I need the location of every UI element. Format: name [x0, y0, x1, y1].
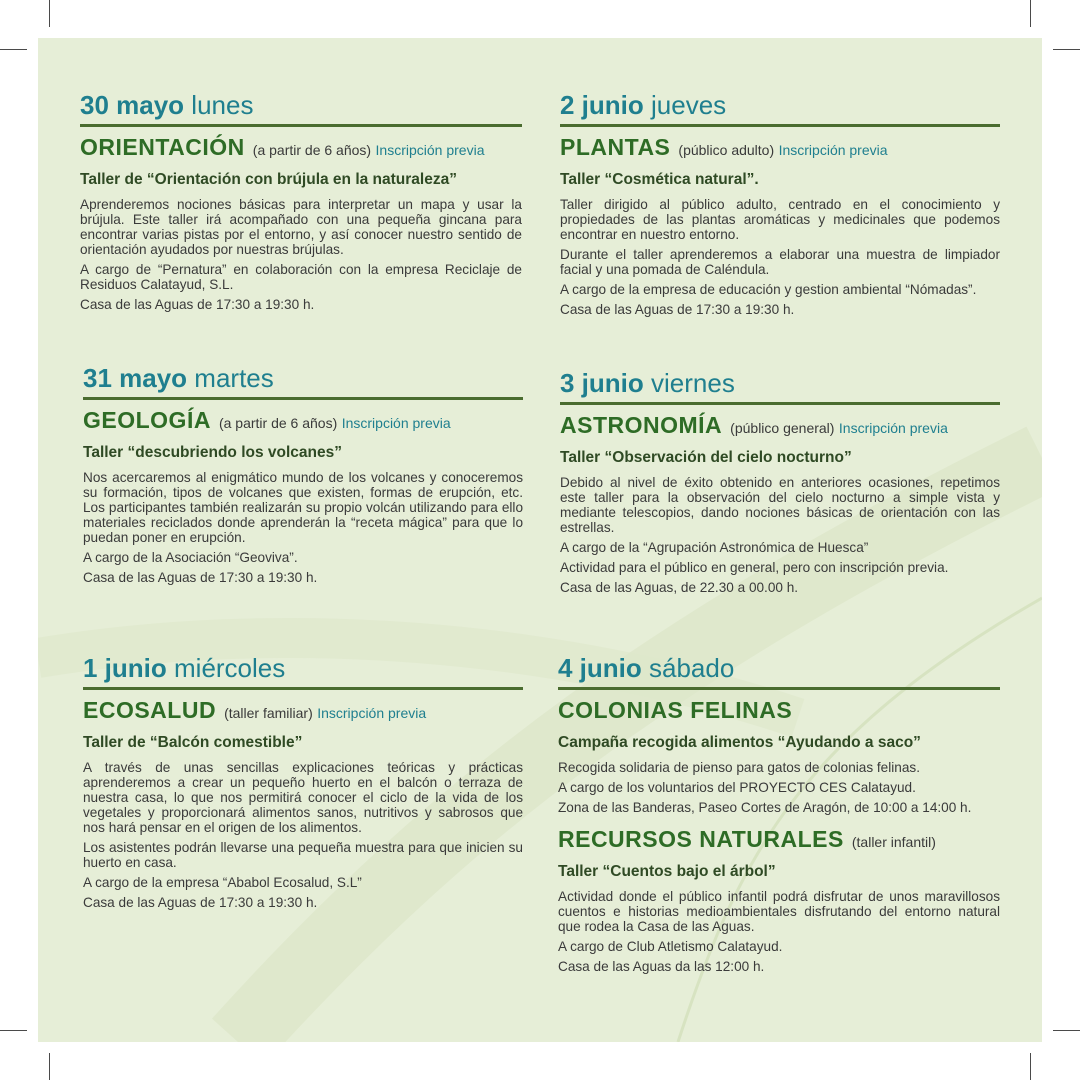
event-description: Taller dirigido al público adulto, centrado en el conocimiento y propiedades de las plantas aromáticas y medicinales que podemos encontrar en nuestro entorno.: [560, 197, 1000, 242]
divider: [80, 124, 522, 127]
event-audience: (taller infantil): [851, 834, 936, 850]
event-subtitle: Taller “descubriendo los volcanes”: [83, 444, 342, 461]
event-title: COLONIAS FELINAS: [558, 697, 793, 723]
event-description: Nos acercaremos al enigmático mundo de los volcanes y conoceremos su formación, tipos de volcanes que existen, formas de erupción, etc. Los participantes también realizarán su propio volcán utilizando para ello materiales reciclados donde aprenderán la “receta mágica” para que lo puedan poner en erupción.: [83, 470, 523, 545]
event-4-junio: [558, 653, 1000, 974]
inscripcion-label: Inscripción previa: [778, 142, 888, 158]
event-1-junio: [83, 653, 523, 910]
event-organizer: A cargo de la empresa de educación y gestion ambiental “Nómadas”.: [560, 282, 977, 297]
event-title: GEOLOGÍA: [83, 407, 211, 433]
event-title-row: [83, 406, 523, 438]
event-subtitle: Campaña recogida alimentos “Ayudando a saco”: [558, 734, 921, 751]
event-subtitle: Taller de “Orientación con brújula en la naturaleza”: [80, 171, 457, 188]
event-title: PLANTAS: [560, 134, 671, 160]
event-date: [83, 363, 523, 393]
date-day: 2 junio: [560, 90, 644, 120]
date-weekday: jueves: [643, 90, 727, 120]
event-description: Debido al nivel de éxito obtenido en anteriores ocasiones, repetimos este taller para la observación del cielo nocturno a simple vista y mediante telescopios, dando nociones básicas de orientación con las estrellas.: [560, 475, 1000, 535]
event-audience: (público general): [730, 420, 835, 436]
event-location-time: Casa de las Aguas de 17:30 a 19:30 h.: [560, 302, 795, 317]
event-location-time: Zona de las Banderas, Paseo Cortes de Aragón, de 10:00 a 14:00 h.: [558, 800, 972, 815]
event-subtitle: Taller “Cuentos bajo el árbol”: [558, 863, 776, 880]
date-weekday: sábado: [641, 653, 735, 683]
date-day: 30 mayo: [80, 90, 185, 120]
event-description-2: Los asistentes podrán llevarse una pequeña muestra para que inicien su huerto en casa.: [83, 840, 523, 870]
event-title-row: [560, 411, 1000, 443]
event-audience: (taller familiar): [224, 705, 313, 721]
event-31-mayo: [83, 363, 523, 585]
event-title-row: [558, 696, 1000, 728]
event-subtitle: Taller “Cosmética natural”.: [560, 171, 759, 188]
event-subtitle: Taller de “Balcón comestible”: [83, 734, 303, 751]
event-30-mayo: [80, 90, 522, 312]
event-subtitle: Taller “Observación del cielo nocturno”: [560, 449, 852, 466]
crop-mark: [1053, 1030, 1080, 1031]
event-location-time: Casa de las Aguas da las 12:00 h.: [558, 959, 765, 974]
crop-mark: [0, 49, 27, 50]
event-date: [80, 90, 522, 120]
event-title: ORIENTACIÓN: [80, 134, 245, 160]
event-organizer: A cargo de “Pernatura” en colaboración con la empresa Reciclaje de Residuos Calatayud, S.L.: [80, 262, 522, 292]
date-day: 4 junio: [558, 653, 642, 683]
divider: [560, 124, 1000, 127]
event-description-2: Durante el taller aprenderemos a elaborar una muestra de limpiador facial y una pomada de Caléndula.: [560, 247, 1000, 277]
inscripcion-label: Inscripción previa: [375, 142, 485, 158]
event-description: A través de unas sencillas explicaciones teóricas y prácticas aprenderemos a crear un pequeño huerto en el balcón o terraza de nuestra casa, lo que nos permitirá conocer el ciclo de la vida de los vegetales y proporcionará alimentos sanos, nutritivos y sabrosos que nos hará pensar en el origen de los alimentos.: [83, 760, 523, 835]
date-day: 31 mayo: [83, 363, 188, 393]
event-title: ASTRONOMÍA: [560, 412, 723, 438]
event-audience: (a partir de 6 años): [252, 142, 372, 158]
event-location-time: Casa de las Aguas de 17:30 a 19:30 h.: [80, 297, 315, 312]
date-day: 3 junio: [560, 368, 644, 398]
divider: [558, 687, 1000, 690]
date-weekday: viernes: [643, 368, 735, 398]
event-organizer: A cargo de la Asociación “Geoviva”.: [83, 550, 298, 565]
crop-mark: [49, 1053, 50, 1080]
event-3-junio: [560, 368, 1000, 595]
event-location-time: Casa de las Aguas, de 22.30 a 00.00 h.: [560, 580, 799, 595]
crop-mark: [0, 1030, 27, 1031]
crop-mark: [1030, 1053, 1031, 1080]
event-audience: (a partir de 6 años): [218, 415, 338, 431]
event-title-row: [83, 696, 523, 728]
event-title: RECURSOS NATURALES: [558, 826, 844, 852]
event-organizer: A cargo de la empresa “Ababol Ecosalud, S.L”: [83, 875, 362, 890]
date-weekday: lunes: [184, 90, 254, 120]
crop-mark: [1053, 49, 1080, 50]
divider: [83, 397, 523, 400]
event-location-time: Casa de las Aguas de 17:30 a 19:30 h.: [83, 570, 318, 585]
event-description: Recogida solidaria de pienso para gatos de colonias felinas.: [558, 760, 920, 775]
crop-mark: [49, 0, 50, 27]
crop-mark: [1030, 0, 1031, 27]
event-note: Actividad para el público en general, pero con inscripción previa.: [560, 560, 949, 575]
event-title-row: [560, 133, 1000, 165]
event-location-time: Casa de las Aguas de 17:30 a 19:30 h.: [83, 895, 318, 910]
inscripcion-label: Inscripción previa: [317, 705, 427, 721]
date-day: 1 junio: [83, 653, 167, 683]
date-weekday: miércoles: [166, 653, 286, 683]
event-title-row: [80, 133, 522, 165]
date-weekday: martes: [187, 363, 274, 393]
event-title: ECOSALUD: [83, 697, 217, 723]
event-date: [560, 90, 1000, 120]
divider: [560, 402, 1000, 405]
event-2-junio: [560, 90, 1000, 317]
event-description: Aprenderemos nociones básicas para interpretar un mapa y usar la brújula. Este taller irá acompañado con una pequeña gincana para encontrar varias pistas por el entorno, y así conocer nuestro sentido de orientación ayudados por nuestras brújulas.: [80, 197, 522, 257]
event-title-row: [558, 825, 1000, 857]
inscripcion-label: Inscripción previa: [341, 415, 451, 431]
event-organizer: A cargo de los voluntarios del PROYECTO CES Calatayud.: [558, 780, 916, 795]
event-organizer: A cargo de la “Agrupación Astronómica de Huesca”: [560, 540, 869, 555]
event-organizer: A cargo de Club Atletismo Calatayud.: [558, 939, 783, 954]
divider: [83, 687, 523, 690]
inscripcion-label: Inscripción previa: [838, 420, 948, 436]
event-date: [560, 368, 1000, 398]
event-date: [83, 653, 523, 683]
event-audience: (público adulto): [678, 142, 775, 158]
brochure-panel: [38, 38, 1042, 1042]
event-date: [558, 653, 1000, 683]
event-description: Actividad donde el público infantil podrá disfrutar de unos maravillosos cuentos e historias medioambientales disfrutando del entorno natural que rodea la Casa de las Aguas.: [558, 889, 1000, 934]
